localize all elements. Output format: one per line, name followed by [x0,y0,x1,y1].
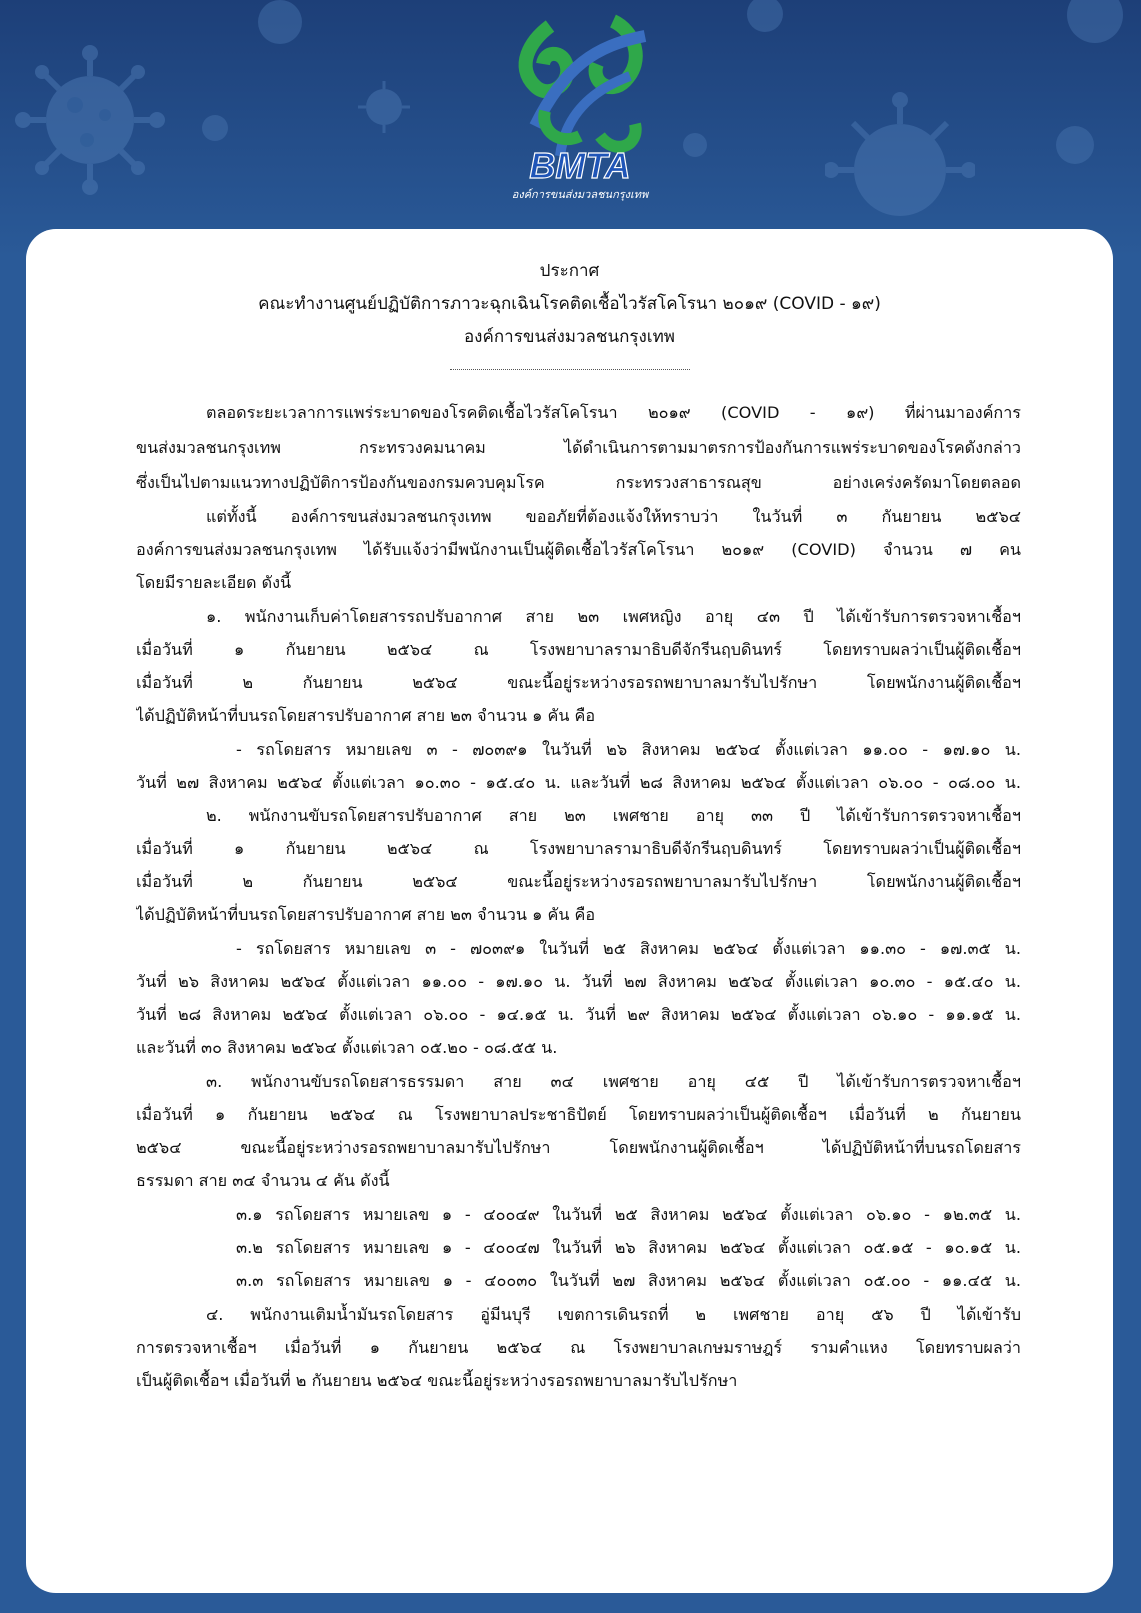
virus-illustration [1045,115,1105,175]
announcement-card [26,229,1113,1593]
virus-illustration [355,78,413,136]
text-line: - รถโดยสาร หมายเลข ๓ - ๗๐๓๙๑ ในวันที่ ๒๖ สิงหาคม ๒๕๖๔ ตั้งแต่เวลา ๑๑.๐๐ - ๑๗.๑๐ น. [236,740,1021,759]
text-line: เมื่อวันที่ ๒ กันยายน ๒๕๖๔ ขณะนี้อยู่ระหว่างรอรถพยาบาลมารับไปรักษา โดยพนักงานผู้ติดเชื้อฯ [136,872,1021,891]
text-line: ๔. พนักงานเติมน้ำมันรถโดยสาร อู่มีนบุรี เขตการเดินรถที่ ๒ เพศชาย อายุ ๕๖ ปี ได้เข้ารับ [206,1305,1021,1324]
text-line: ได้ปฏิบัติหน้าที่บนรถโดยสารปรับอากาศ สาย ๒๓ จำนวน ๑ คัน คือ [136,706,596,725]
announcement-title: คณะทำงานศูนย์ปฏิบัติการภาวะฉุกเฉินโรคติดเชื้อไวรัสโคโรนา ๒๐๑๙ (COVID - ๑๙) [258,294,881,314]
text-line: ซึ่งเป็นไปตามแนวทางปฏิบัติการป้องกันของกรมควบคุมโรค กระทรวงสาธารณสุข อย่างเคร่งครัดมาโดยตลอด [136,473,1021,492]
text-line: เมื่อวันที่ ๒ กันยายน ๒๕๖๔ ขณะนี้อยู่ระหว่างรอรถพยาบาลมารับไปรักษา โดยพนักงานผู้ติดเชื้อฯ [136,673,1021,692]
text-line: เมื่อวันที่ ๑ กันยายน ๒๕๖๔ ณ โรงพยาบาลประชาธิปัตย์ โดยทราบผลว่าเป็นผู้ติดเชื้อฯ เมื่อวันที่ ๒ กันยายน [136,1105,1021,1124]
virus-illustration [825,90,975,230]
text-line: การตรวจหาเชื้อฯ เมื่อวันที่ ๑ กันยายน ๒๕๖๔ ณ โรงพยาบาลเกษมราษฎร์ รามคำแหง โดยทราบผลว่า [136,1338,1021,1357]
logo-subtitle: องค์การขนส่งมวลชนกรุงเทพ [511,188,649,201]
text-line: ตลอดระยะเวลาการแพร่ระบาดของโรคติดเชื้อไวรัสโคโรนา ๒๐๑๙ (COVID - ๑๙) ที่ผ่านมาองค์การ [206,403,1021,422]
text-line: เมื่อวันที่ ๑ กันยายน ๒๕๖๔ ณ โรงพยาบาลรามาธิบดีจักรีนฤบดินทร์ โดยทราบผลว่าเป็นผู้ติดเชื้อฯ [136,640,1021,659]
text-line: ๓.๓ รถโดยสาร หมายเลข ๑ - ๔๐๐๓๐ ในวันที่ ๒๗ สิงหาคม ๒๕๖๔ ตั้งแต่เวลา ๐๕.๐๐ - ๑๑.๔๕ น. [236,1271,1021,1290]
virus-illustration [730,0,800,50]
logo-text: BMTA [529,145,631,186]
text-line: - รถโดยสาร หมายเลข ๓ - ๗๐๓๙๑ ในวันที่ ๒๕ สิงหาคม ๒๕๖๔ ตั้งแต่เวลา ๑๑.๓๐ - ๑๗.๓๕ น. [236,939,1021,958]
bmta-logo [505,6,655,206]
text-line: วันที่ ๒๘ สิงหาคม ๒๕๖๔ ตั้งแต่เวลา ๐๖.๐๐ - ๑๔.๑๕ น. วันที่ ๒๙ สิงหาคม ๒๕๖๔ ตั้งแต่เวลา ๐๖.๑๐ - ๑๑.๑๕ น. [136,1005,1021,1024]
text-line: ๓. พนักงานขับรถโดยสารธรรมดา สาย ๓๔ เพศชาย อายุ ๔๕ ปี ได้เข้ารับการตรวจหาเชื้อฯ [206,1072,1021,1091]
announcement-label: ประกาศ [539,261,600,281]
text-line: ธรรมดา สาย ๓๔ จำนวน ๔ คัน ดังนี้ [136,1171,390,1190]
text-line: และวันที่ ๓๐ สิงหาคม ๒๕๖๔ ตั้งแต่เวลา ๐๕.๒๐ - ๐๘.๕๕ น. [136,1038,558,1057]
text-line: โดยมีรายละเอียด ดังนี้ [136,573,292,592]
text-line: เมื่อวันที่ ๑ กันยายน ๒๕๖๔ ณ โรงพยาบาลรามาธิบดีจักรีนฤบดินทร์ โดยทราบผลว่าเป็นผู้ติดเชื้อฯ [136,839,1021,858]
text-line: ๓.๑ รถโดยสาร หมายเลข ๑ - ๔๐๐๔๙ ในวันที่ ๒๕ สิงหาคม ๒๕๖๔ ตั้งแต่เวลา ๐๖.๑๐ - ๑๒.๓๕ น. [236,1205,1021,1224]
text-line: ขนส่งมวลชนกรุงเทพ กระทรวงคมนาคม ได้ดำเนินการตามมาตรการป้องกันการแพร่ระบาดของโรคดังกล่าว [136,438,1021,457]
title-divider [450,369,690,370]
virus-illustration [1040,0,1140,60]
text-line: แต่ทั้งนี้ องค์การขนส่งมวลชนกรุงเทพ ขออภัยที่ต้องแจ้งให้ทราบว่า ในวันที่ ๓ กันยายน ๒๕๖๔ [206,507,1021,526]
text-line: เป็นผู้ติดเชื้อฯ เมื่อวันที่ ๒ กันยายน ๒๕๖๔ ขณะนี้อยู่ระหว่างรอรถพยาบาลมารับไปรักษา [136,1371,738,1390]
virus-illustration [195,108,235,148]
text-line: ได้ปฏิบัติหน้าที่บนรถโดยสารปรับอากาศ สาย ๒๓ จำนวน ๑ คัน คือ [136,905,596,924]
text-line: ๒. พนักงานขับรถโดยสารปรับอากาศ สาย ๒๓ เพศชาย อายุ ๓๓ ปี ได้เข้ารับการตรวจหาเชื้อฯ [206,806,1021,825]
virus-illustration [675,125,715,165]
text-line: วันที่ ๒๖ สิงหาคม ๒๕๖๔ ตั้งแต่เวลา ๑๑.๐๐ - ๑๗.๑๐ น. วันที่ ๒๗ สิงหาคม ๒๕๖๔ ตั้งแต่เวลา ๑๐.๓๐ - ๑๕.๔๐ น. [136,972,1021,991]
virus-illustration [240,0,320,60]
text-line: ๒๕๖๔ ขณะนี้อยู่ระหว่างรอรถพยาบาลมารับไปรักษา โดยพนักงานผู้ติดเชื้อฯ ได้ปฏิบัติหน้าที่บนรถโดยสาร [136,1138,1021,1157]
text-line: วันที่ ๒๗ สิงหาคม ๒๕๖๔ ตั้งแต่เวลา ๑๐.๓๐ - ๑๕.๔๐ น. และวันที่ ๒๘ สิงหาคม ๒๕๖๔ ตั้งแต่เวลา ๐๖.๐๐ - ๐๘.๐๐ น. [136,773,1021,792]
announcement-organization: องค์การขนส่งมวลชนกรุงเทพ [463,327,676,347]
text-line: องค์การขนส่งมวลชนกรุงเทพ ได้รับแจ้งว่ามีพนักงานเป็นผู้ติดเชื้อไวรัสโคโรนา ๒๐๑๙ (COVID) จำนวน ๗ คน [136,540,1021,559]
virus-illustration [15,45,165,195]
text-line: ๑. พนักงานเก็บค่าโดยสารรถปรับอากาศ สาย ๒๓ เพศหญิง อายุ ๔๓ ปี ได้เข้ารับการตรวจหาเชื้อฯ [206,607,1021,626]
text-line: ๓.๒ รถโดยสาร หมายเลข ๑ - ๔๐๐๔๗ ในวันที่ ๒๖ สิงหาคม ๒๕๖๔ ตั้งแต่เวลา ๐๕.๑๕ - ๑๐.๑๕ น. [236,1238,1021,1257]
